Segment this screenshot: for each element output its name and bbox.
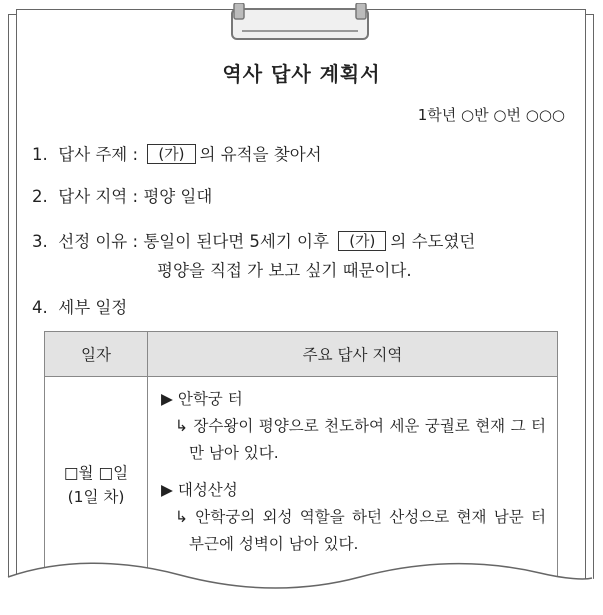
header-date: 일자 [45,332,148,377]
blank-ga-box: (가) [147,144,195,164]
blank-ga-box-2: (가) [338,231,386,251]
torn-paper-edge [0,555,603,615]
document-title: 역사 답사 계획서 [222,62,381,86]
item-region: 2. 답사 지역 : 평양 일대 [32,187,213,206]
site1-desc: ↳ 장수왕이 평양으로 천도하여 세운 궁궐로 현재 그 터만 남아 있다. [175,417,546,462]
site2-desc: ↳ 안학궁의 외성 역할을 하던 산성으로 현재 남문 터 부근에 성벽이 남아 있다. [175,508,546,553]
item-reason: 3. 선정 이유 : 통일이 된다면 5세기 이후 (가) 의 수도였던 [32,232,476,251]
student-info: 1학년 ○반 ○번 ○○○ [417,106,565,124]
date-cell: □월 □일 (1일 차) [45,377,148,594]
binder-clip-icon [228,3,372,43]
site1-name: ▶ 안학궁 터 [161,390,243,408]
item-reason-line2: 평양을 직접 가 보고 싶기 때문이다. [157,261,412,280]
item-schedule: 4. 세부 일정 [32,298,128,317]
site2-name: ▶ 대성산성 [161,481,238,499]
header-area: 주요 답사 지역 [148,332,558,377]
item-topic: 1. 답사 주제 : (가) 의 유적을 찾아서 [32,145,322,164]
